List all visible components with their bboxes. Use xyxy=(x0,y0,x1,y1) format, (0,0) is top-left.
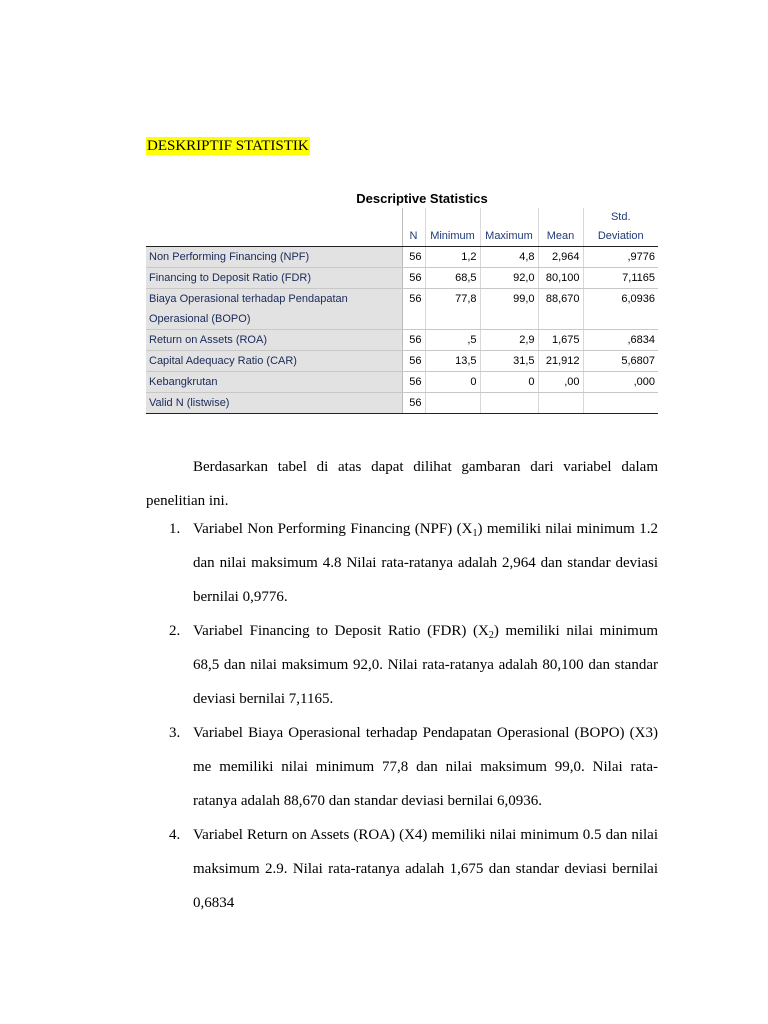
row-label: Financing to Deposit Ratio (FDR) xyxy=(146,268,402,289)
cell-minimum: 77,8 xyxy=(425,289,480,330)
cell-maximum: 92,0 xyxy=(480,268,538,289)
table-row xyxy=(146,372,658,393)
cell-mean: 80,100 xyxy=(538,268,583,289)
cell-std: ,6834 xyxy=(583,330,658,351)
table-row xyxy=(146,351,658,372)
item-subscript: 2 xyxy=(488,630,494,641)
item-subscript: 1 xyxy=(472,528,478,539)
cell-std xyxy=(583,393,658,414)
cell-minimum: ,5 xyxy=(425,330,480,351)
list-marker: 1. xyxy=(169,521,181,537)
header-std-line2: Deviation xyxy=(597,230,644,242)
item-text-pre: Variabel Non Performing Financing (NPF) (X xyxy=(193,521,473,537)
cell-mean xyxy=(538,393,583,414)
header-maximum: Maximum xyxy=(480,208,538,247)
cell-n: 56 xyxy=(402,289,425,330)
cell-std: 7,1165 xyxy=(583,268,658,289)
cell-n: 56 xyxy=(402,393,425,414)
cell-n: 56 xyxy=(402,268,425,289)
cell-n: 56 xyxy=(402,351,425,372)
cell-minimum: 13,5 xyxy=(425,351,480,372)
row-label: Kebangkrutan xyxy=(146,372,402,393)
cell-minimum xyxy=(425,393,480,414)
cell-n: 56 xyxy=(402,372,425,393)
row-label-line1: Biaya Operasional terhadap Pendapatan xyxy=(149,293,348,305)
item-text-pre: Variabel Financing to Deposit Ratio (FDR) (X xyxy=(193,623,489,639)
cell-n: 56 xyxy=(402,330,425,351)
cell-maximum: 2,9 xyxy=(480,330,538,351)
table-row xyxy=(146,330,658,351)
header-std-line1: Std. xyxy=(610,211,631,223)
cell-maximum xyxy=(480,393,538,414)
header-minimum: Minimum xyxy=(425,208,480,247)
header-blank xyxy=(146,208,402,247)
header-mean: Mean xyxy=(538,208,583,247)
item-text-pre: Variabel Return on Assets (ROA) (X4) memiliki nilai minimum 0.5 dan nilai maksimum 2.9. Nilai rata-ratanya adalah 1,675 dan standar deviasi bernilai 0,6834 xyxy=(193,827,658,911)
cell-minimum: 1,2 xyxy=(425,247,480,268)
item-text-post: ) memiliki nilai minimum 68,5 dan nilai maksimum 92,0. Nilai rata-ratanya adalah 80,100 dan standar deviasi bernilai 7,1165. xyxy=(193,623,658,707)
item-text-pre: Variabel Biaya Operasional terhadap Pendapatan Operasional (BOPO) (X3) me memiliki nilai minimum 77,8 dan nilai maksimum 99,0. Nilai rata-ratanya adalah 88,670 dan standar deviasi bernilai 6,0936. xyxy=(193,725,658,809)
cell-mean: 2,964 xyxy=(538,247,583,268)
list-marker: 3. xyxy=(169,725,181,741)
table-row xyxy=(146,393,658,414)
cell-minimum: 0 xyxy=(425,372,480,393)
table-title: Descriptive Statistics xyxy=(356,191,488,206)
table-row xyxy=(146,268,658,289)
findings-list xyxy=(146,512,658,920)
stats-table xyxy=(146,208,658,414)
list-item xyxy=(146,716,658,818)
cell-n: 56 xyxy=(402,247,425,268)
list-marker: 4. xyxy=(169,827,181,843)
cell-mean: ,00 xyxy=(538,372,583,393)
intro-paragraph: Berdasarkan tabel di atas dapat dilihat gambaran dari variabel dalam penelitian ini. xyxy=(146,459,658,509)
descriptive-statistics-table xyxy=(146,190,658,414)
item-text-post: ) memiliki nilai minimum 1.2 dan nilai maksimum 4.8 Nilai rata-ratanya adalah 2,964 dan standar deviasi bernilai 0,9776. xyxy=(193,521,658,605)
cell-maximum: 4,8 xyxy=(480,247,538,268)
cell-std: ,000 xyxy=(583,372,658,393)
cell-std: 5,6807 xyxy=(583,351,658,372)
table-row xyxy=(146,289,658,330)
row-label: Return on Assets (ROA) xyxy=(146,330,402,351)
cell-mean: 21,912 xyxy=(538,351,583,372)
row-label-line2: Operasional (BOPO) xyxy=(149,313,251,325)
header-n: N xyxy=(402,208,425,247)
list-item xyxy=(146,614,658,716)
section-heading: DESKRIPTIF STATISTIK xyxy=(147,138,309,154)
cell-maximum: 99,0 xyxy=(480,289,538,330)
cell-std: 6,0936 xyxy=(583,289,658,330)
cell-mean: 1,675 xyxy=(538,330,583,351)
cell-std: ,9776 xyxy=(583,247,658,268)
row-label: Capital Adequacy Ratio (CAR) xyxy=(146,351,402,372)
row-label: Valid N (listwise) xyxy=(146,393,402,414)
header-std-deviation xyxy=(583,208,658,247)
cell-minimum: 68,5 xyxy=(425,268,480,289)
list-item xyxy=(146,818,658,920)
list-item xyxy=(146,512,658,614)
cell-maximum: 0 xyxy=(480,372,538,393)
cell-mean: 88,670 xyxy=(538,289,583,330)
table-header-row xyxy=(146,208,658,247)
cell-maximum: 31,5 xyxy=(480,351,538,372)
table-row xyxy=(146,247,658,268)
row-label: Non Performing Financing (NPF) xyxy=(146,247,402,268)
row-label xyxy=(146,289,402,330)
list-marker: 2. xyxy=(169,623,181,639)
